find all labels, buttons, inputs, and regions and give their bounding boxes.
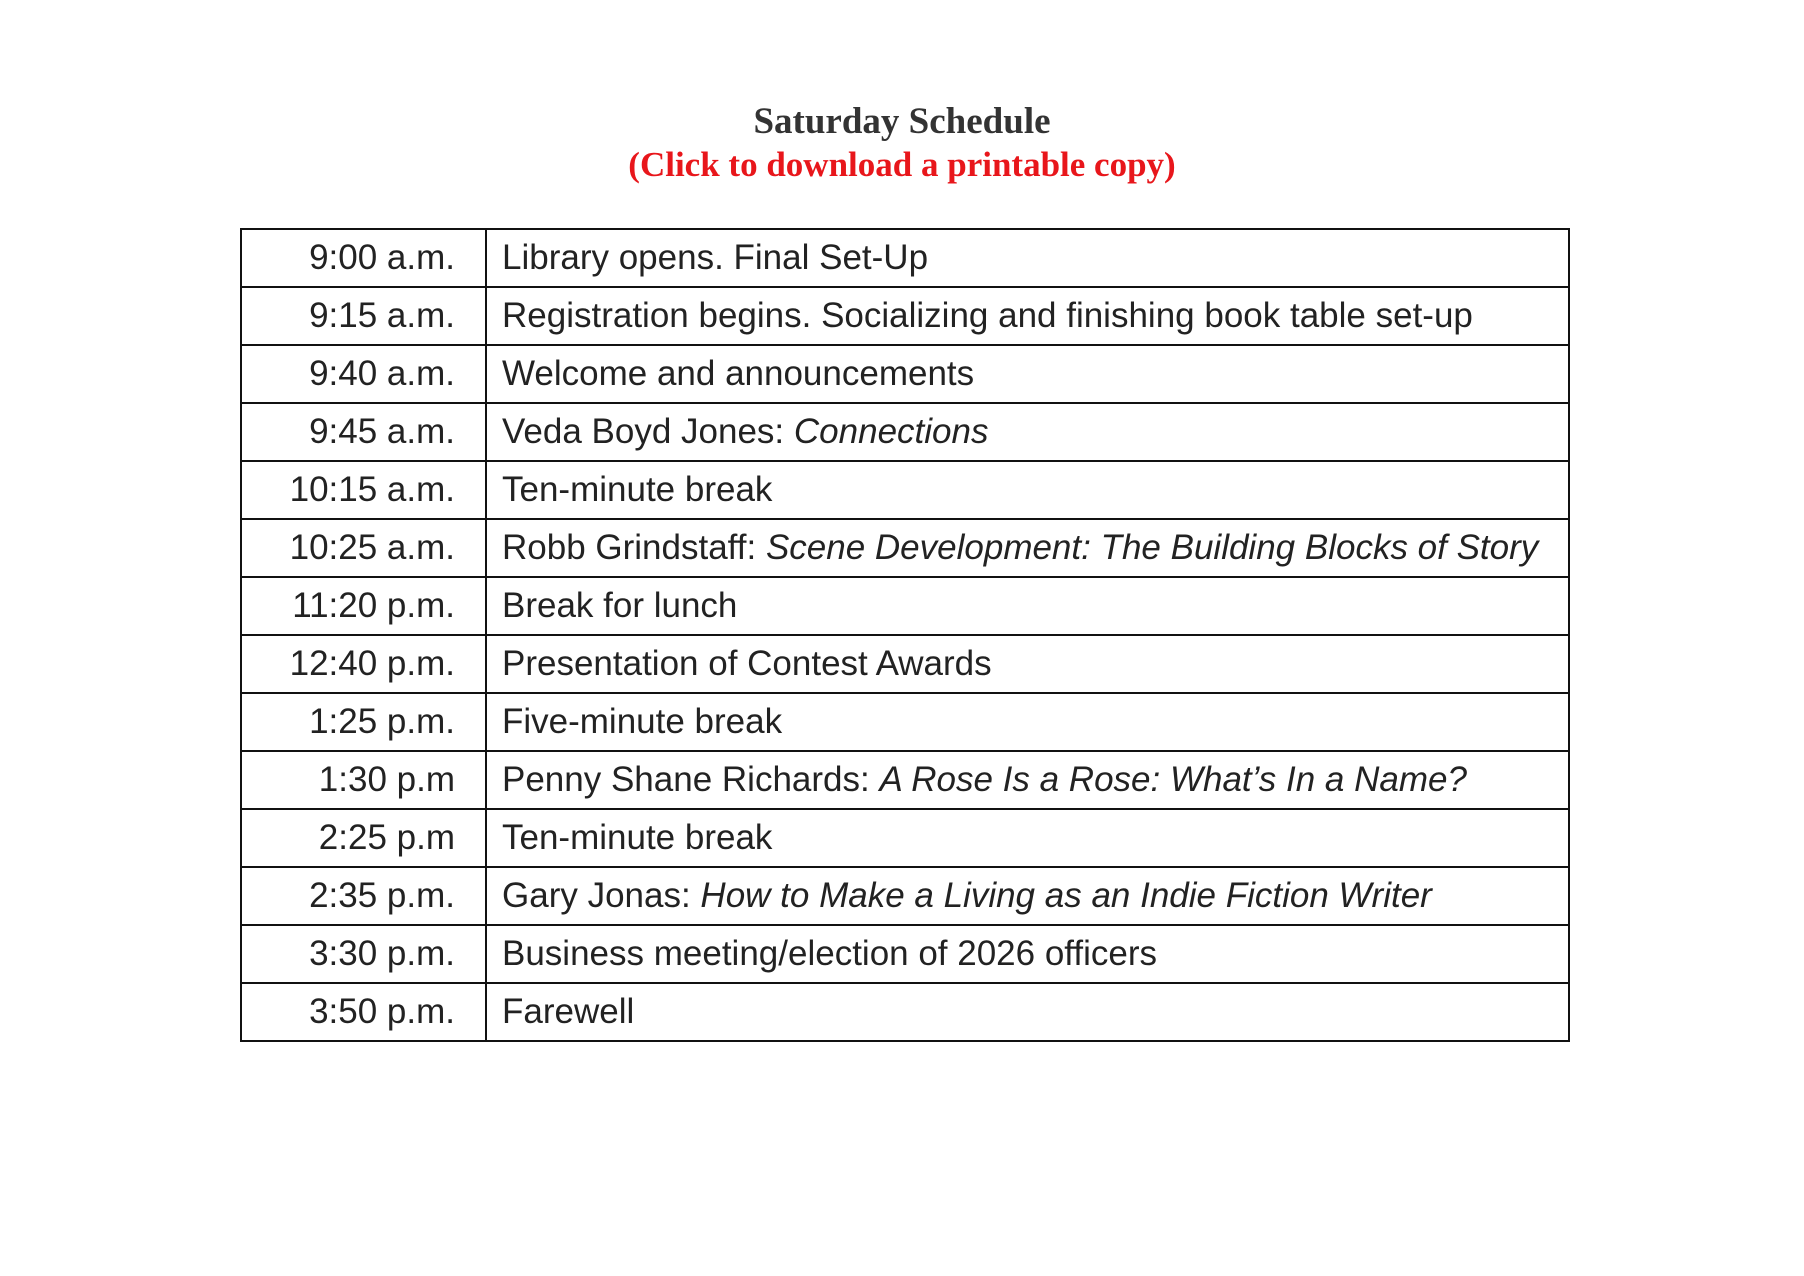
schedule-event: [486, 983, 1569, 1041]
schedule-event: [486, 345, 1569, 403]
schedule-event: [486, 403, 1569, 461]
schedule-time: 10:15 a.m.: [241, 461, 486, 519]
schedule-time: 2:25 p.m: [241, 809, 486, 867]
schedule-event: [486, 867, 1569, 925]
event-talk-title: Connections: [793, 412, 989, 451]
event-description: Presentation of Contest Awards: [502, 644, 992, 683]
schedule-time: 9:00 a.m.: [241, 229, 486, 287]
schedule-time: 12:40 p.m.: [241, 635, 486, 693]
event-description: Gary Jonas:: [502, 876, 701, 915]
schedule-row: [241, 983, 1569, 1041]
event-description: Penny Shane Richards:: [502, 760, 880, 799]
schedule-time: 3:30 p.m.: [241, 925, 486, 983]
event-description: Business meeting/election of 2026 officers: [502, 934, 1158, 973]
schedule-header: [0, 100, 1804, 186]
schedule-event: [486, 925, 1569, 983]
event-description: Veda Boyd Jones:: [502, 412, 794, 451]
schedule-time: 9:45 a.m.: [241, 403, 486, 461]
schedule-time: 2:35 p.m.: [241, 867, 486, 925]
schedule-event: [486, 751, 1569, 809]
schedule-row: [241, 229, 1569, 287]
schedule-event: [486, 577, 1569, 635]
schedule-row: [241, 925, 1569, 983]
event-description: Farewell: [502, 992, 635, 1031]
event-talk-title: A Rose Is a Rose: What’s In a Name?: [879, 760, 1467, 799]
event-description: Ten-minute break: [502, 818, 773, 857]
event-description: Ten-minute break: [502, 470, 773, 509]
schedule-row: [241, 345, 1569, 403]
schedule-event: [486, 519, 1569, 577]
schedule-event: [486, 809, 1569, 867]
schedule-row: [241, 693, 1569, 751]
schedule-table: [240, 228, 1570, 1042]
schedule-time: 11:20 p.m.: [241, 577, 486, 635]
schedule-event: [486, 693, 1569, 751]
event-description: Library opens. Final Set-Up: [502, 238, 929, 277]
schedule-event: [486, 287, 1569, 345]
schedule-body: [241, 229, 1569, 1041]
schedule-row: [241, 287, 1569, 345]
schedule-event: [486, 229, 1569, 287]
event-description: Welcome and announcements: [502, 354, 975, 393]
schedule-time: 1:30 p.m: [241, 751, 486, 809]
schedule-row: [241, 809, 1569, 867]
event-talk-title: How to Make a Living as an Indie Fiction Writer: [700, 876, 1432, 915]
schedule-time: 10:25 a.m.: [241, 519, 486, 577]
schedule-row: [241, 461, 1569, 519]
schedule-event: [486, 635, 1569, 693]
event-description: Five-minute break: [502, 702, 783, 741]
page-title: Saturday Schedule: [753, 101, 1051, 142]
schedule-time: 1:25 p.m.: [241, 693, 486, 751]
event-description: Break for lunch: [502, 586, 738, 625]
schedule-row: [241, 577, 1569, 635]
schedule-row: [241, 751, 1569, 809]
schedule-row: [241, 519, 1569, 577]
event-talk-title: Scene Development: The Building Blocks of Story: [765, 528, 1539, 567]
schedule-row: [241, 403, 1569, 461]
schedule-row: [241, 635, 1569, 693]
schedule-row: [241, 867, 1569, 925]
event-description: Registration begins. Socializing and finishing book table set-up: [502, 296, 1473, 335]
schedule-time: 9:40 a.m.: [241, 345, 486, 403]
schedule-time: 9:15 a.m.: [241, 287, 486, 345]
schedule-event: [486, 461, 1569, 519]
event-description: Robb Grindstaff:: [502, 528, 766, 567]
download-printable-link[interactable]: (Click to download a printable copy): [628, 145, 1176, 184]
schedule-time: 3:50 p.m.: [241, 983, 486, 1041]
